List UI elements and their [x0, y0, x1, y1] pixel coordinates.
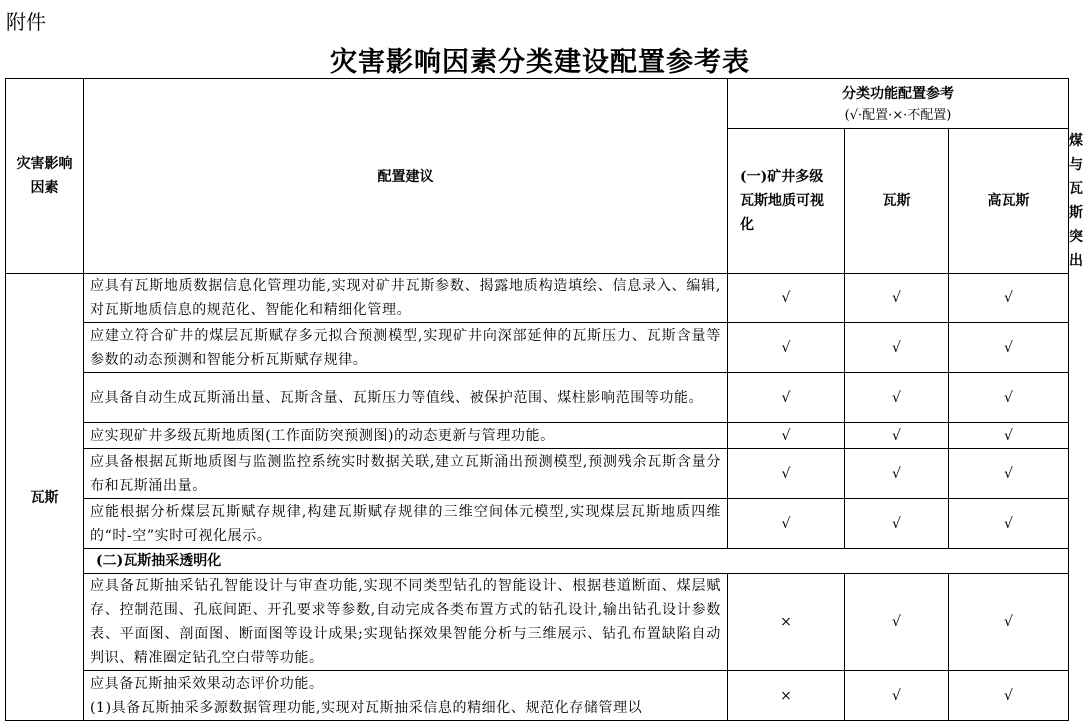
table-row [6, 671, 1069, 721]
table-row [6, 274, 1069, 323]
mark-cell: √ [728, 274, 845, 323]
mark-cell: × [728, 671, 845, 721]
mark-cell: √ [949, 449, 1069, 499]
col-header-gas: 瓦斯 [845, 129, 949, 274]
header-function [728, 79, 1069, 129]
mark-cell: √ [845, 323, 949, 373]
section-row-1: (一)矿井多级瓦斯地质可视化 瓦斯 高瓦斯 煤与瓦斯突出 [6, 129, 1069, 274]
header-factor: 灾害影响因素 [6, 79, 84, 274]
header-row [6, 79, 1069, 129]
mark-cell: √ [949, 373, 1069, 423]
mark-cell: √ [949, 671, 1069, 721]
mark-cell: √ [728, 449, 845, 499]
mark-cell: × [728, 574, 845, 671]
mark-cell: √ [728, 323, 845, 373]
table-row [6, 323, 1069, 373]
factor-cell: 瓦斯 [6, 274, 84, 721]
table-row [6, 373, 1069, 423]
table-row [6, 449, 1069, 499]
document-title: 灾害影响因素分类建设配置参考表 [330, 47, 750, 78]
config-table [5, 78, 1083, 721]
suggestion-line: (1)具备瓦斯抽采多源数据管理功能,实现对瓦斯抽采信息的精细化、规范化存储管理以 [90, 699, 643, 716]
mark-cell: √ [845, 373, 949, 423]
suggestion-text: 应具备自动生成瓦斯涌出量、瓦斯含量、瓦斯压力等值线、被保护范围、煤柱影响范围等功能。 [84, 373, 728, 423]
header-function-title: 分类功能配置参考 [842, 85, 955, 102]
suggestion-text [84, 671, 728, 721]
section-row-2 [6, 549, 1069, 574]
mark-cell: √ [949, 574, 1069, 671]
mark-cell: √ [949, 274, 1069, 323]
suggestion-text: 应实现矿井多级瓦斯地质图(工作面防突预测图)的动态更新与管理功能。 [84, 423, 728, 449]
suggestion-line: 应具备瓦斯抽采效果动态评价功能。 [90, 675, 324, 692]
mark-cell: √ [728, 423, 845, 449]
mark-cell: √ [845, 449, 949, 499]
suggestion-text: 应具备根据瓦斯地质图与监测监控系统实时数据关联,建立瓦斯涌出预测模型,预测残余瓦斯含量分布和瓦斯涌出量。 [84, 449, 728, 499]
mark-cell: √ [845, 671, 949, 721]
mark-cell: √ [949, 423, 1069, 449]
mark-cell: √ [845, 499, 949, 549]
annex-label: 附件 [6, 10, 46, 34]
suggestion-text: 应建立符合矿井的煤层瓦斯赋存多元拟合预测模型,实现矿井向深部延伸的瓦斯压力、瓦斯含量等参数的动态预测和智能分析瓦斯赋存规律。 [84, 323, 728, 373]
table-row [6, 574, 1069, 671]
col-header-high-gas: 高瓦斯 [949, 129, 1069, 274]
suggestion-text: 应具备瓦斯抽采钻孔智能设计与审查功能,实现不同类型钻孔的智能设计、根据巷道断面、煤层赋存、控制范围、孔底间距、开孔要求等参数,自动完成各类布置方式的钻孔设计,输出钻孔设计参数表、平面图、剖面图、断面图等设计成果;实现钻探效果智能分析与三维展示、钻孔布置缺陷自动判识、精准圈定钻孔空白带等功能。 [84, 574, 728, 671]
table-row [6, 499, 1069, 549]
mark-cell: √ [728, 499, 845, 549]
table-row [6, 423, 1069, 449]
suggestion-text: 应能根据分析煤层瓦斯赋存规律,构建瓦斯赋存规律的三维空间体元模型,实现煤层瓦斯地质四维的“时-空”实时可视化展示。 [84, 499, 728, 549]
mark-cell: √ [845, 574, 949, 671]
header-config: 配置建议 [84, 79, 728, 274]
mark-cell: √ [728, 373, 845, 423]
mark-cell: √ [845, 423, 949, 449]
header-legend: (√·配置·×·不配置) [844, 107, 952, 123]
section-title: (一)矿井多级瓦斯地质可视化 [728, 129, 845, 274]
suggestion-text: 应具有瓦斯地质数据信息化管理功能,实现对矿井瓦斯参数、揭露地质构造填绘、信息录入、编辑,对瓦斯地质信息的规范化、智能化和精细化管理。 [84, 274, 728, 323]
mark-cell: √ [845, 274, 949, 323]
mark-cell: √ [949, 323, 1069, 373]
section-title: (二)瓦斯抽采透明化 [84, 549, 1069, 574]
mark-cell: √ [949, 499, 1069, 549]
